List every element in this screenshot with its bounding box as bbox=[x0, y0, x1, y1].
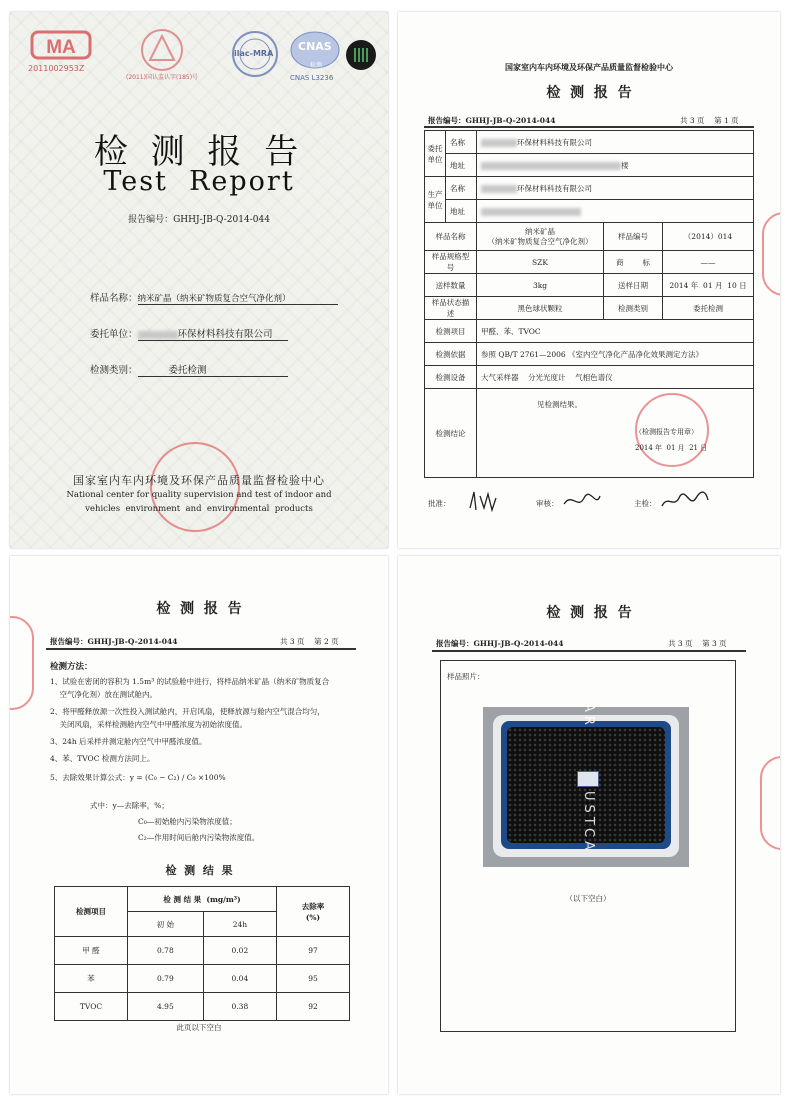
method-step: 3、24h 后采样并测定舱内空气中甲醛浓度值。 bbox=[50, 737, 207, 746]
col-24h-header: 24h bbox=[203, 912, 276, 937]
manufacturer-address-cell bbox=[477, 200, 754, 223]
equipment-value: 大气采样器 分光光度计 气相色谱仪 bbox=[477, 366, 754, 389]
items-label: 检测项目 bbox=[425, 320, 477, 343]
client-name-label: 名称 bbox=[446, 131, 477, 154]
page1-org: 国家室内车内环境及环保产品质量监督检验中心 bbox=[505, 62, 673, 72]
review-signature bbox=[562, 490, 602, 512]
method-steps bbox=[50, 676, 370, 794]
cover-org-en-1: National center for quality supervision and test of indoor and bbox=[66, 490, 332, 500]
category-label: 检测类别 bbox=[604, 297, 663, 320]
photo-label: 样品照片： bbox=[447, 672, 485, 681]
client-name-cell bbox=[477, 131, 754, 154]
row-item: 甲 醛 bbox=[55, 937, 128, 965]
state-value: 黑色球状颗粒 bbox=[477, 297, 604, 320]
redacted-text bbox=[138, 331, 178, 339]
redacted-text bbox=[481, 162, 621, 170]
ilac-mra-logo bbox=[228, 30, 282, 78]
sample-name-cell bbox=[477, 223, 604, 251]
cover-sample-name bbox=[90, 290, 291, 304]
chief-label: 主检： bbox=[634, 499, 657, 508]
removal-unit: (%) bbox=[305, 912, 321, 922]
method-step: 关闭风扇，采样检测舱内空气中甲醛浓度为初始浓度值。 bbox=[50, 720, 248, 729]
client-address-cell bbox=[477, 154, 754, 177]
page3-page-info: 共 3 页 第 3 页 bbox=[668, 639, 727, 648]
method-step: 5、去除效果计算公式：y = (C₀ − C₂) / C₀ ×100% bbox=[50, 773, 226, 782]
sample-no-value: （2014）014 bbox=[663, 223, 754, 251]
client-name-value: 环保材料科技有限公司 bbox=[517, 137, 592, 147]
col-removal-header bbox=[277, 887, 350, 937]
watermark-text-1: AR bbox=[581, 703, 596, 729]
photo-frame bbox=[440, 660, 736, 1032]
row-initial: 4.95 bbox=[128, 993, 204, 1021]
row-item: 苯 bbox=[55, 965, 128, 993]
cnas-sub: 检测 bbox=[310, 62, 323, 69]
manufacturer-name-cell bbox=[477, 177, 754, 200]
cover-report-number: 报告编号：GHHJ-JB-Q-2014-044 bbox=[128, 215, 270, 225]
row-initial: 0.79 bbox=[128, 965, 204, 993]
svg-text:MA: MA bbox=[46, 37, 76, 58]
page2-footer: 此页以下空白 bbox=[176, 1023, 222, 1032]
page1-report-number: 报告编号：GHHJ-JB-Q-2014-044 bbox=[428, 116, 556, 125]
stamp-text: （检测报告专用章） bbox=[635, 428, 698, 436]
page2-page-info: 共 3 页 第 2 页 bbox=[280, 637, 339, 646]
manufacturer-name-value: 环保材料科技有限公司 bbox=[517, 183, 592, 193]
redacted-text bbox=[481, 185, 517, 193]
client-value: 环保材料科技有限公司 bbox=[177, 329, 273, 340]
state-label: 样品状态描述 bbox=[425, 297, 477, 320]
date-label: 送样日期 bbox=[604, 274, 663, 297]
report-page-3 bbox=[398, 556, 780, 1094]
table-row bbox=[55, 965, 350, 993]
cal-cert-number: (2011)国认监认字(185)号 bbox=[126, 74, 199, 81]
sample-tag bbox=[577, 771, 599, 787]
cover-client bbox=[90, 326, 273, 340]
cover-test-type bbox=[90, 362, 207, 376]
cover-org-en-2: vehicles environment and environmental products bbox=[85, 504, 313, 514]
cover-title-en: Test Report bbox=[103, 166, 295, 197]
conclusion-label: 检测结论 bbox=[425, 389, 477, 478]
edge-stamp bbox=[760, 756, 780, 850]
page3-report-number: 报告编号：GHHJ-JB-Q-2014-044 bbox=[436, 639, 564, 648]
redacted-text bbox=[481, 139, 517, 147]
row-item: TVOC bbox=[55, 993, 128, 1021]
redacted-text bbox=[481, 208, 581, 216]
sample-name-line-2: （纳米矿物质复合空气净化剂） bbox=[487, 236, 593, 246]
formula-note-1: 式中：y—去除率，%； bbox=[90, 801, 169, 810]
cert-number: 2011002953Z bbox=[28, 64, 85, 73]
cnas-label: CNAS bbox=[298, 40, 332, 53]
spec-label: 样品规格型号 bbox=[425, 251, 477, 274]
cover-title-cn: 检 测 报 告 bbox=[93, 132, 305, 172]
qr-seal-icon bbox=[346, 40, 376, 70]
equipment-label: 检测设备 bbox=[425, 366, 477, 389]
cnas-logo bbox=[288, 28, 342, 86]
page2-report-number: 报告编号：GHHJ-JB-Q-2014-044 bbox=[50, 637, 178, 646]
manufacturer-unit-label: 生产单位 bbox=[425, 177, 446, 223]
watermark-text-2: USTCA bbox=[581, 791, 596, 854]
formula-note-3: C₂—作用时间后舱内污染物浓度值。 bbox=[138, 833, 260, 842]
table-row bbox=[55, 993, 350, 1021]
qty-label: 送样数量 bbox=[425, 274, 477, 297]
conclusion-cell bbox=[477, 389, 754, 478]
row-removal: 97 bbox=[277, 937, 350, 965]
client-label: 委托单位： bbox=[90, 329, 138, 340]
client-unit-label: 委托单位 bbox=[425, 131, 446, 177]
method-step: 1、试验在密闭的容积为 1.5m³ 的试验舱中进行，将样品纳米矿晶（纳米矿物质复合 bbox=[50, 677, 330, 686]
row-initial: 0.78 bbox=[128, 937, 204, 965]
sample-name-label: 样品名称 bbox=[425, 223, 477, 251]
col-result-header: 检 测 结 果 (mg/m³) bbox=[128, 887, 277, 912]
page2-title: 检 测 报 告 bbox=[156, 601, 242, 617]
results-table bbox=[54, 886, 350, 1021]
row-after: 0.04 bbox=[203, 965, 276, 993]
formula-note-2: C₀—初始舱内污染物浓度值； bbox=[138, 817, 237, 826]
chief-signature bbox=[660, 486, 710, 514]
row-after: 0.38 bbox=[203, 993, 276, 1021]
manufacturer-name-label: 名称 bbox=[446, 177, 477, 200]
page3-title: 检 测 报 告 bbox=[546, 605, 632, 621]
brand-label: 商 标 bbox=[604, 251, 663, 274]
row-removal: 95 bbox=[277, 965, 350, 993]
method-step: 2、将甲醛释放源一次性投入测试舱内，开启风扇，使释放源与舱内空气混合均匀， bbox=[50, 707, 325, 716]
test-type-label: 检测类别： bbox=[90, 365, 138, 376]
basis-label: 检测依据 bbox=[425, 343, 477, 366]
edge-stamp bbox=[762, 212, 780, 296]
page3-footer: （以下空白） bbox=[565, 894, 611, 903]
sample-name-line-1: 纳米矿晶 bbox=[525, 226, 555, 236]
sample-no-label: 样品编号 bbox=[604, 223, 663, 251]
test-type-value: 委托检测 bbox=[168, 365, 207, 376]
spec-value: SZK bbox=[477, 251, 604, 274]
qty-value: 3kg bbox=[477, 274, 604, 297]
cover-page bbox=[10, 12, 388, 548]
row-removal: 92 bbox=[277, 993, 350, 1021]
date-value: 2014 年 01 月 10 日 bbox=[663, 274, 754, 297]
ilac-label: ilac-MRA bbox=[234, 49, 274, 58]
sample-name-value: 纳米矿晶（纳米矿物质复合空气净化剂） bbox=[137, 294, 291, 304]
col-item-header: 检测项目 bbox=[55, 887, 128, 937]
method-step: 4、苯、TVOC 检测方法同上。 bbox=[50, 754, 155, 763]
manufacturer-address-label: 地址 bbox=[446, 200, 477, 223]
page1-page-info: 共 3 页 第 1 页 bbox=[680, 116, 739, 125]
col-initial-header: 初 始 bbox=[128, 912, 204, 937]
report-page-1 bbox=[398, 12, 780, 548]
brand-value: —— bbox=[663, 251, 754, 274]
approve-label: 批准： bbox=[428, 499, 451, 508]
client-address-value: 楼 bbox=[621, 160, 629, 170]
category-value: 委托检测 bbox=[663, 297, 754, 320]
stamp-date: 2014 年 01 月 21 日 bbox=[635, 444, 708, 452]
table-row bbox=[55, 937, 350, 965]
method-heading: 检测方法： bbox=[50, 662, 93, 672]
edge-stamp bbox=[10, 616, 34, 710]
page1-title: 检 测 报 告 bbox=[546, 85, 632, 101]
cnas-number: CNAS L3236 bbox=[290, 74, 334, 82]
conclusion-value: 见检测结果。 bbox=[537, 400, 582, 409]
items-value: 甲醛、苯、TVOC bbox=[477, 320, 754, 343]
method-step: 空气净化剂）放在测试舱内。 bbox=[50, 690, 158, 699]
page1-info-table bbox=[424, 130, 754, 478]
sample-photo bbox=[483, 703, 689, 867]
review-label: 审核： bbox=[536, 499, 559, 508]
results-heading: 检 测 结 果 bbox=[165, 864, 233, 877]
approve-signature bbox=[466, 488, 500, 514]
report-page-2 bbox=[10, 556, 388, 1094]
cover-org-cn: 国家室内车内环境及环保产品质量监督检验中心 bbox=[73, 474, 325, 487]
basis-value: 参照 QB/T 2761—2006 《室内空气净化产品净化效果测定方法》 bbox=[477, 343, 754, 366]
client-address-label: 地址 bbox=[446, 154, 477, 177]
cal-logo bbox=[126, 26, 199, 86]
row-after: 0.02 bbox=[203, 937, 276, 965]
sample-name-label: 样品名称： bbox=[90, 293, 138, 304]
removal-label: 去除率 bbox=[301, 901, 325, 911]
cma-logo bbox=[28, 26, 94, 76]
